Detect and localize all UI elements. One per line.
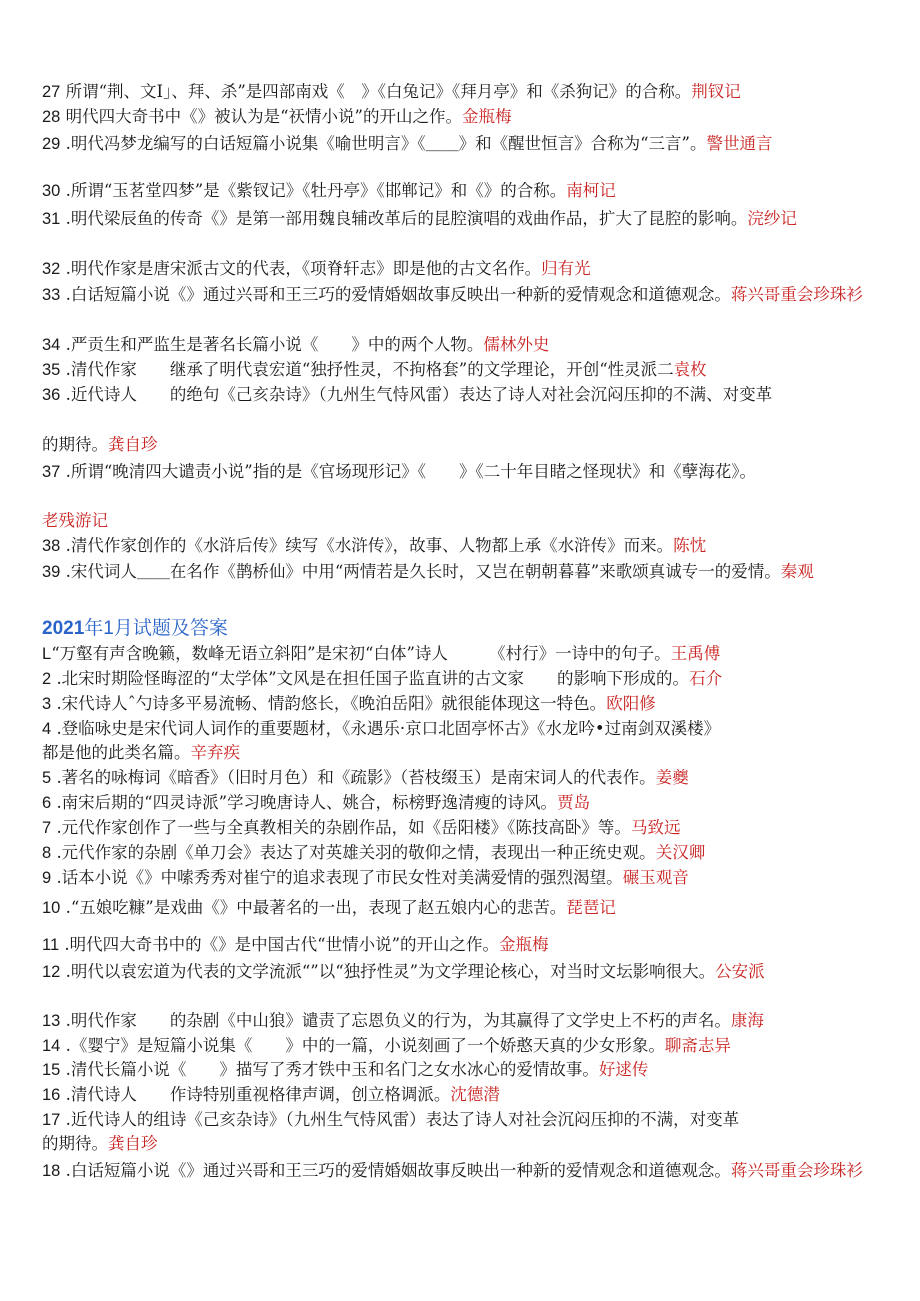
question-text: .话本小说《》中嗦秀秀对崔宁的追求表现了市民女性对美满爱情的强烈渴望。: [56, 868, 623, 887]
question-text: .南宋后期的“四灵诗派”学习晚唐诗人、姚合，标榜野逸清瘦的诗风。: [56, 793, 558, 812]
question-text: .北宋时期险怪晦涩的“太学体”文风是在担任国子监直讲的古文家 的影响下形成的。: [56, 669, 690, 688]
question-text: .明代冯梦龙编写的白话短篇小说集《喻世明言》《＿＿》和《醒世恒言》合称为“三言”。: [65, 134, 707, 153]
question-number: 5: [42, 769, 52, 787]
question-number: 14: [42, 1037, 61, 1055]
question-b12: [42, 959, 882, 985]
question-b11: [42, 933, 882, 957]
question-number: 29: [42, 135, 61, 153]
answer: 南柯记: [566, 181, 616, 200]
answer: 公安派: [715, 962, 765, 981]
answer: 龚自珍: [108, 435, 158, 454]
question-text: .白话短篇小说《》通过兴哥和王三巧的爱情婚姻故事反映出一种新的爱情观念和道德观念。: [65, 1161, 731, 1180]
answer: 蒋兴哥重会珍珠衫: [730, 1161, 863, 1180]
answer: 碾玉观音: [622, 868, 689, 887]
question-text: .白话短篇小说《》通过兴哥和王三巧的爱情婚姻故事反映出一种新的爱情观念和道德观念。: [65, 285, 731, 304]
answer: 好逑传: [598, 1060, 649, 1079]
question-number: 2: [42, 670, 52, 688]
question-b1: [42, 642, 882, 666]
question-text: .“五娘吃糠”是戏曲《》中最著名的一出，表现了赵五娘内心的悲苦。: [65, 898, 567, 917]
question-text: .元代作家创作了一些与全真教相关的杂剧作品，如《岳阳楼》《陈技高卧》等。: [56, 818, 631, 837]
question-b10: [42, 896, 882, 920]
question-35: [42, 358, 882, 382]
answer: 姜夔: [655, 768, 689, 787]
question-number: 34: [42, 336, 61, 354]
question-text: 的期待。: [42, 435, 108, 454]
question-text: “万壑有声含晚籁，数峰无语立斜阳”是宋初“白体”诗人 《村行》一诗中的句子。: [51, 644, 671, 663]
question-b18: [42, 1158, 882, 1184]
question-b14: [42, 1034, 882, 1058]
question-33: [42, 282, 882, 308]
question-b6: [42, 791, 882, 815]
question-text: .所谓“晚清四大谴责小说”指的是《官场现形记》《 》《二十年目睹之怪现状》和《孽海花》。: [65, 462, 756, 481]
question-number: L: [42, 645, 52, 663]
question-number: 35: [42, 361, 61, 379]
question-27: [42, 80, 882, 104]
question-b16: [42, 1083, 882, 1107]
answer: 欧阳修: [606, 694, 656, 713]
question-text: .严贡生和严监生是著名长篇小说《 》中的两个人物。: [65, 335, 484, 354]
answer: 儒林外史: [483, 335, 550, 354]
section-heading: [42, 613, 228, 640]
question-b15: [42, 1058, 882, 1082]
question-text: .明代以袁宏道为代表的文学流派“”以“独抒性灵”为文学理论核心，对当时文坛影响很大。: [65, 962, 716, 981]
answer: 石介: [689, 669, 723, 688]
section-title: 年1月试题及答案: [84, 618, 228, 639]
question-number: 17: [42, 1111, 61, 1129]
question-number: 37: [42, 463, 61, 481]
question-text: .元代作家的杂剧《单刀会》表达了对英雄关羽的敬仰之情，表现出一种正统史观。: [56, 843, 656, 862]
question-number: 4: [42, 720, 52, 738]
question-36: [42, 382, 882, 408]
question-number: 18: [42, 1162, 61, 1180]
question-text: .清代长篇小说《 》描写了秀才铁中玉和名门之女水冰心的爱情故事。: [65, 1060, 599, 1079]
question-number: 11: [42, 936, 60, 954]
question-b5: [42, 766, 882, 790]
question-text: .明代梁辰鱼的传奇《》是第一部用魏良辅改革后的昆腔演唱的戏曲作品，扩大了昆腔的影响。: [65, 209, 748, 228]
question-b13: [42, 1009, 882, 1033]
question-38: [42, 534, 882, 558]
question-number: 15: [42, 1061, 61, 1079]
question-text: .宋代诗人ˆ勺诗多平易流畅、情韵悠长，《晚泊岳阳》就很能体现这一特色。: [56, 694, 607, 713]
answer: 龚自珍: [108, 1134, 158, 1153]
answer: 袁枚: [673, 360, 707, 379]
answer: 关汉卿: [655, 843, 706, 862]
question-number: 33: [42, 286, 61, 304]
question-text: .《婴宁》是短篇小说集《 》中的一篇，小说刻画了一个娇憨天真的少女形象。: [65, 1036, 665, 1055]
question-36-cont: [42, 433, 882, 457]
answer: 聊斋志异: [664, 1036, 731, 1055]
answer: 警世通言: [706, 134, 773, 153]
answer: 王禹傅: [670, 644, 721, 663]
question-number: 6: [42, 794, 52, 812]
question-b4: [42, 717, 882, 741]
question-number: 3: [42, 695, 52, 713]
question-number: 16: [42, 1086, 61, 1104]
question-34: [42, 333, 882, 357]
answer: 浣纱记: [747, 209, 797, 228]
question-number: 27: [42, 83, 61, 101]
question-b8: [42, 841, 882, 865]
question-37-answer-line: [42, 509, 882, 533]
answer: 陈忱: [673, 536, 707, 555]
question-number: 39: [42, 563, 61, 581]
question-number: 28: [42, 108, 61, 126]
question-text: .著名的咏梅词《暗香》（旧时月色）和《疏影》（苔枝缀玉）是南宋词人的代表作。: [56, 768, 656, 787]
question-text: .所谓“玉茗堂四梦”是《紫钗记》《牡丹亭》《邯郸记》和《》的合称。: [65, 181, 567, 200]
question-text: .宋代词人＿＿在名作《鹊桥仙》中用“两情若是久长时，又岂在朝朝暮暮”来歌颂真诚专一的爱情。: [65, 562, 781, 581]
question-number: 36: [42, 386, 61, 404]
question-text: .明代作家 的杂剧《中山狼》谴责了忘恩负义的行为，为其赢得了文学史上不朽的声名。: [65, 1011, 731, 1030]
question-28: [42, 105, 882, 129]
question-b7: [42, 816, 882, 840]
answer: 秦观: [780, 562, 814, 581]
question-text: 的期待。: [42, 1134, 108, 1153]
answer: 康海: [730, 1011, 764, 1030]
answer: 归有光: [541, 259, 591, 278]
question-text: .清代作家 继承了明代袁宏道“独抒性灵，不拘格套”的文学理论，开创“性灵派二: [65, 360, 674, 379]
question-b17: [42, 1108, 882, 1132]
question-32: [42, 257, 882, 281]
answer: 辛弃疾: [190, 743, 240, 762]
question-text: 所谓“荆、文I」、拜、杀”是四部南戏《 》《白兔记》《拜月亭》和《杀狗记》的合称。: [65, 82, 692, 101]
question-39: [42, 559, 842, 585]
answer: 老残游记: [42, 511, 108, 530]
question-29: [42, 131, 882, 157]
question-text: .清代作家创作的《水浒后传》续写《水浒传》，故事、人物都上承《水浒传》而来。: [65, 536, 674, 555]
question-text: .近代诗人的组诗《己亥杂诗》（九州生气恃风雷）表达了诗人对社会沉闷压抑的不满，对变革: [65, 1110, 740, 1129]
section-year: 2021: [42, 618, 85, 639]
question-b3: [42, 692, 882, 716]
answer: 沈德潜: [450, 1085, 500, 1104]
question-30: [42, 179, 882, 203]
question-text: .登临咏史是宋代词人词作的重要题材，《永遇乐·京口北固亭怀古》《水龙吟•过南剑双溪楼》: [56, 719, 721, 738]
answer: 蒋兴哥重会珍珠衫: [730, 285, 863, 304]
question-number: 32: [42, 260, 61, 278]
question-number: 13: [42, 1012, 61, 1030]
question-number: 38: [42, 537, 61, 555]
question-31: [42, 206, 882, 232]
question-text: .明代四大奇书中的《》是中国古代“世情小说”的开山之作。: [64, 935, 500, 954]
answer: 贾岛: [557, 793, 591, 812]
answer: 马致远: [630, 818, 681, 837]
question-b17-cont: [42, 1132, 882, 1156]
question-number: 7: [42, 819, 52, 837]
question-text: .清代诗人 作诗特别重视格律声调，创立格调派。: [65, 1085, 451, 1104]
question-number: 30: [42, 182, 61, 200]
answer: 金瓶梅: [499, 935, 549, 954]
question-number: 9: [42, 869, 52, 887]
question-b2: [42, 667, 882, 691]
answer: 琵琶记: [566, 898, 616, 917]
question-text: 都是他的此类名篇。: [42, 743, 191, 762]
question-text: .近代诗人 的绝句《己亥杂诗》（九州生气恃风雷）表达了诗人对社会沉闷压抑的不满、对变革: [65, 385, 773, 404]
question-number: 8: [42, 844, 52, 862]
question-b9: [42, 866, 882, 890]
question-number: 31: [42, 210, 61, 228]
question-number: 10: [42, 899, 61, 917]
question-37: [42, 459, 842, 485]
question-text: 明代四大奇书中《》被认为是“祆情小说”的开山之作。: [65, 107, 462, 126]
answer: 荆钗记: [691, 82, 741, 101]
question-number: 12: [42, 963, 61, 981]
answer: 金瓶梅: [461, 107, 512, 126]
question-b4-cont: [42, 741, 882, 765]
question-text: .明代作家是唐宋派古文的代表，《项脊轩志》即是他的古文名作。: [65, 259, 542, 278]
